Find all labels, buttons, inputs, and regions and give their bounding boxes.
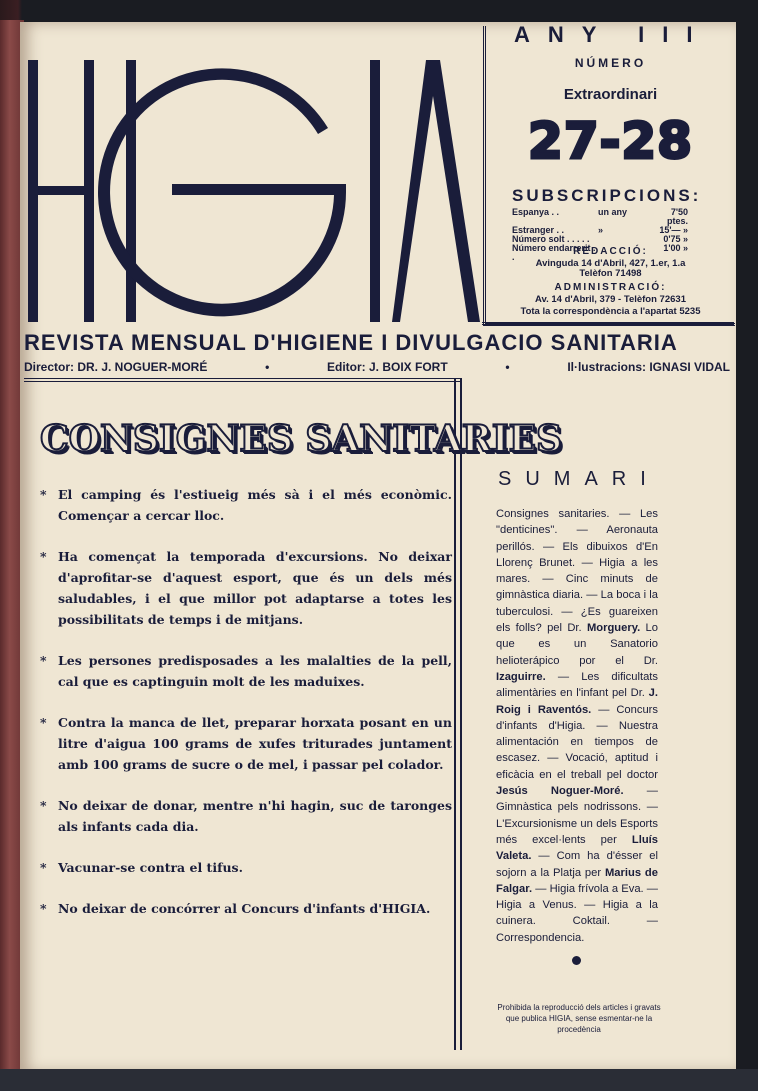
consigne-item: * No deixar de concórrer al Concurs d'infants d'HIGIA.: [40, 898, 452, 919]
sumari-text: Consignes sanitaries. — Les "denticines". — Aeronauta perillós. — Els dibuixos d'En Llorenç Brunet. — Higia a les mares. — Cinc minuts de gimnàstica diaria. — La boca i la tuberculosi. — ¿Es guareixen els folls? pel Dr. Morguery. Lo que es un Sanatorio helioterápico por el Dr. Izaguirre. — Les dificultats alimentàries en l'infant pel Dr. J. Roig i Raventós. — Concurs d'infants d'Higia. — Nuestra alimentación en tiempos de escasez. — Vocació, aptitud i eficàcia en el treball pel doctor Jesús Noguer-Moré. — Gimnàstica pels nodrissons. — L'Excursionisme un dels Esports més excel·lents per Lluís Valeta. — Com ha d'ésser el sojorn a la Platja per Marius de Falgar. — Higia frívola a Eva. — Higia a Venus. — Higia a la cuinera. Coktail. — Correspondencia.: [496, 508, 658, 944]
administracio-label: ADMINISTRACIÓ:: [554, 282, 667, 293]
price-row: Estranger . . » 15'— »: [512, 225, 688, 235]
consigne-item: * Les persones predisposades a les malalties de la pell, cal que es captinguin molt de les maduixes.: [40, 650, 452, 692]
scan-bottom-edge: [0, 1069, 758, 1091]
higia-logo: [22, 58, 482, 326]
consignes-panel: [24, 384, 562, 1046]
subscriptions-title: SUBSCRIPCIONS:: [512, 186, 702, 205]
redaccio-address: Avinguda 14 d'Abril, 427, 1.er, 1.a: [535, 258, 686, 269]
year-label: ANY III: [514, 22, 711, 47]
price-row: Número endarrerit . . 1'00 »: [512, 243, 688, 262]
price-row: Espanya . . un any 7'50 ptes.: [512, 207, 688, 226]
consigne-item: * No deixar de donar, mentre n'hi hagin, suc de taronges als infants cada dia.: [40, 795, 452, 837]
consignes-list: [40, 484, 452, 919]
administracio-address: Av. 14 d'Abril, 379 - Telèfon 72631: [535, 294, 686, 305]
reproduction-notice: Prohibida la reproducció dels articles i gravats que publica HIGIA, sense esmentar-ne la procedència: [497, 1003, 661, 1034]
illustrations-credit: Il·lustracions: IGNASI VIDAL: [567, 360, 730, 374]
separator: •: [265, 360, 270, 374]
consigne-item: * Contra la manca de llet, preparar horxata posant en un litre d'aigua 100 grams de xufes triturades juntament amb 100 grams de sucre o de mel, i passar pel colador.: [40, 712, 452, 775]
separator: •: [505, 360, 510, 374]
editor-credit: Editor: J. BOIX FORT: [327, 360, 448, 374]
issue-number: 27-28: [528, 112, 693, 170]
credits-line: [24, 360, 730, 374]
correspondence-note: Tota la correspondència a l'apartat 5235: [520, 306, 701, 317]
redaccio-label: REDACCIÓ:: [573, 246, 648, 257]
divider: [482, 322, 734, 325]
logo-text: HIGIA: [252, 320, 255, 321]
edition-label: Extraordinari: [563, 86, 658, 103]
price-row: Número solt . . . . . 0'75 »: [512, 234, 688, 244]
consigne-item: * El camping és l'estiueig més sà i el més econòmic. Començar a cercar lloc.: [40, 484, 452, 526]
magazine-subtitle: REVISTA MENSUAL D'HIGIENE I DIVULGACIO SANITARIA: [24, 330, 678, 355]
subscription-box: [483, 22, 735, 326]
redaccio-phone: Telèfon 71498: [579, 268, 642, 279]
consigne-item: * Vacunar-se contra el tifus.: [40, 857, 452, 878]
bullet-dot: [572, 956, 581, 965]
consignes-title: CONSIGNES SANITARIES: [40, 418, 562, 460]
director-credit: Director: DR. J. NOGUER-MORÉ: [24, 360, 208, 374]
sumari-title: SUMARI: [498, 468, 660, 490]
number-label: NÚMERO: [574, 56, 647, 70]
consigne-item: * Ha començat la temporada d'excursions. No deixar d'aprofitar-se d'aquest esport, que és un dels més saludables, i el que millor pot adaptarse a totes les possibilitats de temps i de mitjans.: [40, 546, 452, 630]
divider: [24, 378, 460, 382]
